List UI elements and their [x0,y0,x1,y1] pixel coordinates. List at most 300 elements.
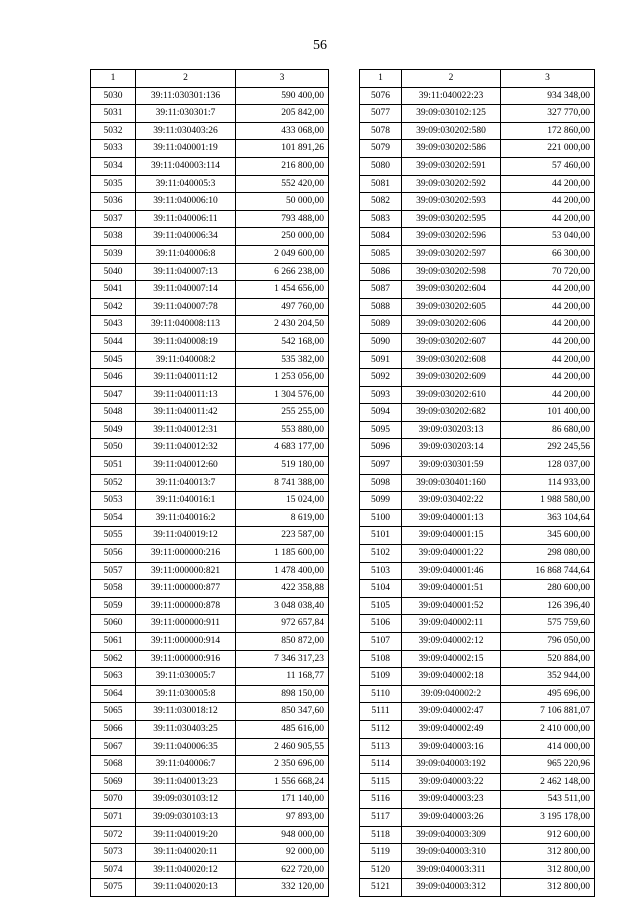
row-number: 5090 [360,333,402,351]
row-number: 5114 [360,756,402,774]
cadastral-number: 39:09:040002:47 [402,703,501,721]
cadastral-number: 39:11:040016:2 [136,509,236,527]
column-header-1: 1 [360,70,402,88]
value: 2 462 148,00 [501,773,595,791]
table-row [360,386,595,404]
cadastral-number: 39:11:000000:878 [136,597,236,615]
cadastral-number: 39:09:030103:13 [136,808,236,826]
row-number: 5047 [91,386,136,404]
value: 6 266 238,00 [236,263,329,281]
cadastral-number: 39:11:030403:26 [136,122,236,140]
table-row [360,457,595,475]
row-number: 5109 [360,668,402,686]
cadastral-number: 39:11:040012:32 [136,439,236,457]
value: 255 255,00 [236,404,329,422]
row-number: 5056 [91,545,136,563]
value: 172 860,00 [501,122,595,140]
value: 114 933,00 [501,474,595,492]
cadastral-number: 39:11:000000:821 [136,562,236,580]
row-number: 5036 [91,193,136,211]
row-number: 5031 [91,105,136,123]
header-row [91,70,329,88]
cadastral-number: 39:09:040001:46 [402,562,501,580]
row-number: 5081 [360,175,402,193]
column-header-3: 3 [501,70,595,88]
value: 850 872,00 [236,633,329,651]
cadastral-number: 39:11:030018:12 [136,703,236,721]
cadastral-number: 39:11:040008:113 [136,316,236,334]
value: 2 460 905,55 [236,738,329,756]
table-row [91,457,329,475]
value: 965 220,96 [501,756,595,774]
table-row [360,826,595,844]
value: 128 037,00 [501,457,595,475]
value: 86 680,00 [501,421,595,439]
cadastral-number: 39:11:040006:8 [136,245,236,263]
cadastral-number: 39:09:040003:23 [402,791,501,809]
value: 345 600,00 [501,527,595,545]
value: 66 300,00 [501,245,595,263]
row-number: 5115 [360,773,402,791]
value: 850 347,60 [236,703,329,721]
row-number: 5106 [360,615,402,633]
table-row [360,492,595,510]
row-number: 5116 [360,791,402,809]
column-header-3: 3 [236,70,329,88]
row-number: 5064 [91,685,136,703]
value: 352 944,00 [501,668,595,686]
row-number: 5051 [91,457,136,475]
value: 292 245,56 [501,439,595,457]
row-number: 5053 [91,492,136,510]
value: 223 587,00 [236,527,329,545]
value: 57 460,00 [501,157,595,175]
value: 44 200,00 [501,298,595,316]
row-number: 5030 [91,87,136,105]
cadastral-number: 39:11:040011:13 [136,386,236,404]
row-number: 5095 [360,421,402,439]
value: 101 400,00 [501,404,595,422]
row-number: 5052 [91,474,136,492]
value: 7 106 881,07 [501,703,595,721]
cadastral-number: 39:09:040002:15 [402,650,501,668]
table-row [91,580,329,598]
value: 44 200,00 [501,316,595,334]
cadastral-number: 39:09:040003:16 [402,738,501,756]
value: 1 185 600,00 [236,545,329,563]
row-number: 5044 [91,333,136,351]
table-row [360,615,595,633]
value: 575 759,60 [501,615,595,633]
row-number: 5046 [91,369,136,387]
column-header-1: 1 [91,70,136,88]
cadastral-number: 39:09:040002:11 [402,615,501,633]
table-row [360,421,595,439]
table-row [91,386,329,404]
value: 312 800,00 [501,844,595,862]
row-number: 5089 [360,316,402,334]
row-number: 5087 [360,281,402,299]
cadastral-number: 39:09:030202:580 [402,122,501,140]
cadastral-number: 39:09:040002:49 [402,720,501,738]
value: 53 040,00 [501,228,595,246]
row-number: 5079 [360,140,402,158]
table-row [91,122,329,140]
table-row [91,861,329,879]
row-number: 5033 [91,140,136,158]
row-number: 5093 [360,386,402,404]
value: 2 350 696,00 [236,756,329,774]
table-row [360,87,595,105]
table-row [360,369,595,387]
value: 972 657,84 [236,615,329,633]
table-row [360,175,595,193]
value: 44 200,00 [501,281,595,299]
table-row [91,509,329,527]
cadastral-number: 39:09:030202:591 [402,157,501,175]
value: 205 842,00 [236,105,329,123]
value: 50 000,00 [236,193,329,211]
value: 2 430 204,50 [236,316,329,334]
row-number: 5110 [360,685,402,703]
row-number: 5060 [91,615,136,633]
table-row [360,228,595,246]
value: 422 358,88 [236,580,329,598]
row-number: 5035 [91,175,136,193]
cadastral-number: 39:09:030202:606 [402,316,501,334]
cadastral-number: 39:11:030403:25 [136,720,236,738]
cadastral-number: 39:11:040005:3 [136,175,236,193]
value: 934 348,00 [501,87,595,105]
value: 327 770,00 [501,105,595,123]
value: 44 200,00 [501,351,595,369]
table-row [91,157,329,175]
cadastral-number: 39:09:030202:609 [402,369,501,387]
table-row [360,685,595,703]
cadastral-number: 39:11:040013:7 [136,474,236,492]
row-number: 5098 [360,474,402,492]
row-number: 5082 [360,193,402,211]
cadastral-number: 39:09:040003:312 [402,879,501,897]
cadastral-number: 39:09:030202:586 [402,140,501,158]
table-row [91,245,329,263]
row-number: 5112 [360,720,402,738]
value: 126 396,40 [501,597,595,615]
cadastral-number: 39:09:040003:311 [402,861,501,879]
table-row [91,263,329,281]
cadastral-number: 39:11:040007:78 [136,298,236,316]
table-row [91,650,329,668]
value: 535 382,00 [236,351,329,369]
value: 221 000,00 [501,140,595,158]
table-row [91,333,329,351]
row-number: 5100 [360,509,402,527]
left-table [90,69,329,897]
table-row [91,527,329,545]
cadastral-number: 39:09:040003:26 [402,808,501,826]
table-row [360,773,595,791]
value: 8 619,00 [236,509,329,527]
table-row [91,720,329,738]
table-row [360,633,595,651]
table-row [360,861,595,879]
row-number: 5039 [91,245,136,263]
cadastral-number: 39:09:030202:598 [402,263,501,281]
cadastral-number: 39:09:030203:13 [402,421,501,439]
table-body [91,87,329,896]
row-number: 5068 [91,756,136,774]
value: 948 000,00 [236,826,329,844]
cadastral-number: 39:09:040001:13 [402,509,501,527]
table-row [91,545,329,563]
table-row [360,193,595,211]
table-row [91,826,329,844]
cadastral-number: 39:11:040006:35 [136,738,236,756]
cadastral-number: 39:09:030202:608 [402,351,501,369]
value: 1 988 580,00 [501,492,595,510]
value: 1 454 656,00 [236,281,329,299]
cadastral-number: 39:09:040001:15 [402,527,501,545]
row-number: 5057 [91,562,136,580]
value: 16 868 744,64 [501,562,595,580]
table-row [91,228,329,246]
page-number: 56 [313,38,327,53]
row-number: 5119 [360,844,402,862]
row-number: 5085 [360,245,402,263]
table-row [91,439,329,457]
value: 97 893,00 [236,808,329,826]
cadastral-number: 39:11:040022:23 [402,87,501,105]
cadastral-number: 39:09:030202:596 [402,228,501,246]
row-number: 5058 [91,580,136,598]
row-number: 5075 [91,879,136,897]
table-row [91,175,329,193]
row-number: 5073 [91,844,136,862]
table-row [360,263,595,281]
value: 44 200,00 [501,175,595,193]
table-row [91,421,329,439]
cadastral-number: 39:09:030202:597 [402,245,501,263]
row-number: 5043 [91,316,136,334]
cadastral-number: 39:09:030202:593 [402,193,501,211]
cadastral-number: 39:09:030202:604 [402,281,501,299]
table-row [91,615,329,633]
table-row [91,298,329,316]
value: 520 884,00 [501,650,595,668]
row-number: 5040 [91,263,136,281]
cadastral-number: 39:09:040003:309 [402,826,501,844]
value: 519 180,00 [236,457,329,475]
value: 552 420,00 [236,175,329,193]
value: 912 600,00 [501,826,595,844]
value: 7 346 317,23 [236,650,329,668]
table-row [360,580,595,598]
row-number: 5070 [91,791,136,809]
value: 101 891,26 [236,140,329,158]
cadastral-number: 39:11:040011:12 [136,369,236,387]
table-row [91,597,329,615]
row-number: 5077 [360,105,402,123]
table-row [91,193,329,211]
cadastral-number: 39:11:040019:20 [136,826,236,844]
table-row [91,474,329,492]
row-number: 5092 [360,369,402,387]
row-number: 5063 [91,668,136,686]
table-row [91,791,329,809]
cadastral-number: 39:11:040020:12 [136,861,236,879]
cadastral-number: 39:11:040012:60 [136,457,236,475]
row-number: 5076 [360,87,402,105]
row-number: 5059 [91,597,136,615]
table-row [91,404,329,422]
cadastral-number: 39:11:040012:31 [136,421,236,439]
row-number: 5078 [360,122,402,140]
cadastral-number: 39:11:040019:12 [136,527,236,545]
row-number: 5096 [360,439,402,457]
row-number: 5120 [360,861,402,879]
row-number: 5099 [360,492,402,510]
row-number: 5101 [360,527,402,545]
cadastral-number: 39:09:040003:310 [402,844,501,862]
cadastral-number: 39:09:030202:607 [402,333,501,351]
table-row [360,157,595,175]
row-number: 5091 [360,351,402,369]
cadastral-number: 39:11:000000:916 [136,650,236,668]
table-row [360,527,595,545]
table-row [360,597,595,615]
value: 793 488,00 [236,210,329,228]
cadastral-number: 39:09:040002:2 [402,685,501,703]
value: 622 720,00 [236,861,329,879]
table-row [91,685,329,703]
table-row [91,281,329,299]
row-number: 5086 [360,263,402,281]
table-row [91,633,329,651]
header-row [360,70,595,88]
table-row [360,562,595,580]
value: 3 048 038,40 [236,597,329,615]
table-row [91,140,329,158]
table-row [91,562,329,580]
table-row [91,808,329,826]
table-row [360,650,595,668]
cadastral-number: 39:09:040002:12 [402,633,501,651]
value: 1 478 400,00 [236,562,329,580]
row-number: 5045 [91,351,136,369]
table-body [360,87,595,896]
cadastral-number: 39:11:040001:19 [136,140,236,158]
row-number: 5084 [360,228,402,246]
value: 4 683 177,00 [236,439,329,457]
value: 363 104,64 [501,509,595,527]
row-number: 5055 [91,527,136,545]
row-number: 5105 [360,597,402,615]
value: 898 150,00 [236,685,329,703]
table-row [360,545,595,563]
table-row [360,333,595,351]
row-number: 5065 [91,703,136,721]
row-number: 5117 [360,808,402,826]
row-number: 5097 [360,457,402,475]
value: 171 140,00 [236,791,329,809]
row-number: 5094 [360,404,402,422]
table-row [360,720,595,738]
table-row [360,668,595,686]
table-row [360,404,595,422]
cadastral-number: 39:09:040001:51 [402,580,501,598]
cadastral-number: 39:09:030202:682 [402,404,501,422]
value: 796 050,00 [501,633,595,651]
table-row [91,492,329,510]
row-number: 5071 [91,808,136,826]
cadastral-number: 39:11:040020:11 [136,844,236,862]
row-number: 5054 [91,509,136,527]
table-row [91,879,329,897]
value: 497 760,00 [236,298,329,316]
row-number: 5032 [91,122,136,140]
table-row [360,122,595,140]
cadastral-number: 39:11:040007:13 [136,263,236,281]
table-row [360,281,595,299]
cadastral-number: 39:09:030202:605 [402,298,501,316]
table-row [91,369,329,387]
value: 92 000,00 [236,844,329,862]
table-row [91,738,329,756]
value: 44 200,00 [501,369,595,387]
table-row [360,105,595,123]
table-row [360,245,595,263]
cadastral-number: 39:11:040013:23 [136,773,236,791]
row-number: 5034 [91,157,136,175]
cadastral-number: 39:11:040006:34 [136,228,236,246]
cadastral-number: 39:11:040006:10 [136,193,236,211]
cadastral-number: 39:11:030301:7 [136,105,236,123]
value: 3 195 178,00 [501,808,595,826]
row-number: 5104 [360,580,402,598]
cadastral-number: 39:09:040001:52 [402,597,501,615]
table-row [360,474,595,492]
cadastral-number: 39:11:000000:877 [136,580,236,598]
value: 250 000,00 [236,228,329,246]
value: 414 000,00 [501,738,595,756]
value: 553 880,00 [236,421,329,439]
cadastral-number: 39:09:030401:160 [402,474,501,492]
cadastral-number: 39:11:000000:911 [136,615,236,633]
table-row [360,756,595,774]
table-row [360,879,595,897]
value: 543 511,00 [501,791,595,809]
value: 280 600,00 [501,580,595,598]
row-number: 5037 [91,210,136,228]
table-row [91,351,329,369]
value: 11 168,77 [236,668,329,686]
table-row [91,87,329,105]
table-row [91,210,329,228]
column-header-2: 2 [136,70,236,88]
value: 2 049 600,00 [236,245,329,263]
row-number: 5088 [360,298,402,316]
value: 1 253 056,00 [236,369,329,387]
value: 590 400,00 [236,87,329,105]
value: 44 200,00 [501,386,595,404]
table-row [91,105,329,123]
row-number: 5038 [91,228,136,246]
cadastral-number: 39:11:040006:7 [136,756,236,774]
row-number: 5107 [360,633,402,651]
row-number: 5072 [91,826,136,844]
value: 2 410 000,00 [501,720,595,738]
row-number: 5080 [360,157,402,175]
